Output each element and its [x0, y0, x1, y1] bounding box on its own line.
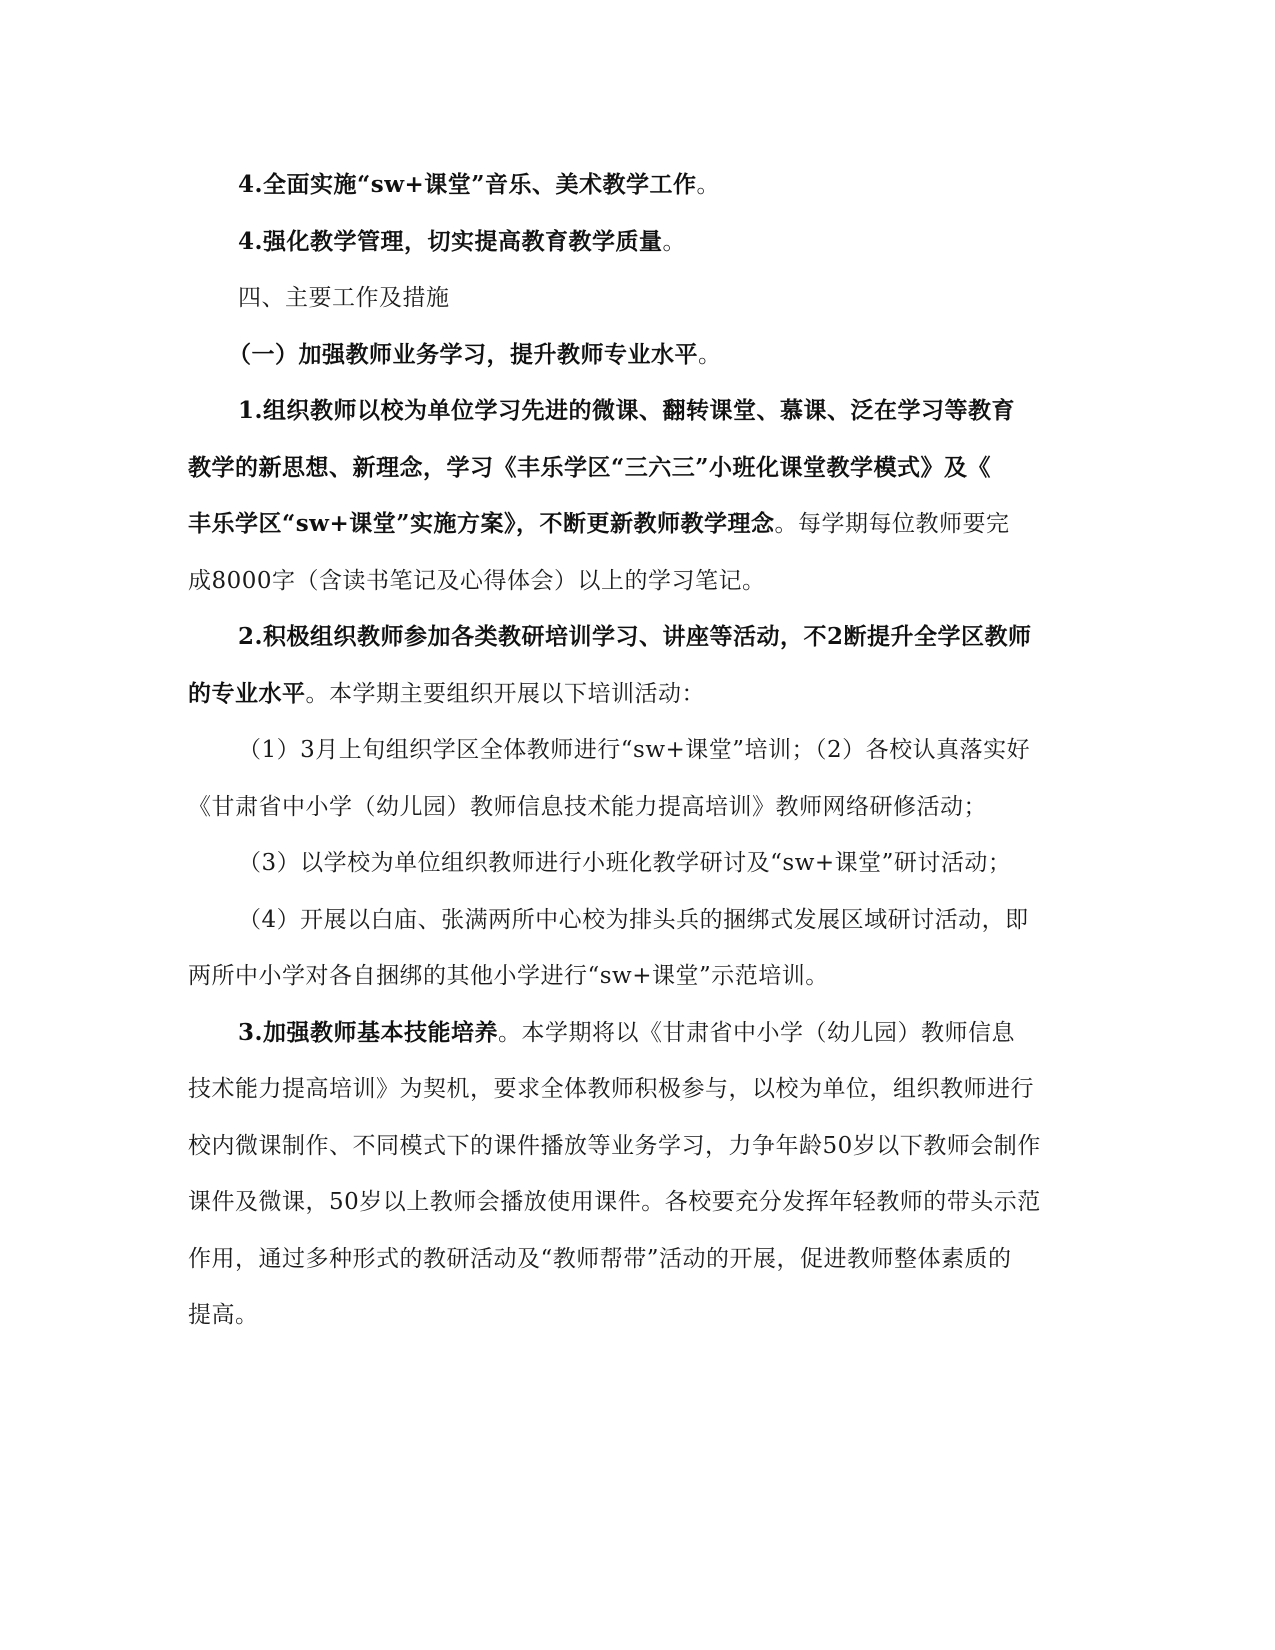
paragraph-line: 提高。: [188, 1302, 259, 1328]
paragraph-line: 作用，通过多种形式的教研活动及“教师帮带”活动的开展，促进教师整体素质的: [188, 1246, 1012, 1272]
paragraph-line: 2.积极组织教师参加各类教研培训学习、讲座等活动，不2断提升全学区教师: [238, 623, 1032, 650]
paragraph-line: 4.强化教学管理，切实提高教育教学质量。: [238, 228, 687, 255]
paragraph-line: 校内微课制作、不同模式下的课件播放等业务学习，力争年龄50岁以下教师会制作: [188, 1133, 1041, 1159]
paragraph-line: 课件及微课，50岁以上教师会播放使用课件。各校要充分发挥年轻教师的带头示范: [188, 1189, 1041, 1215]
paragraph-line: 丰乐学区“sw+课堂”实施方案》，不断更新教师教学理念。每学期每位教师要完: [188, 510, 1010, 537]
paragraph-line: 成8000字（含读书笔记及心得体会）以上的学习笔记。: [188, 568, 766, 594]
paragraph-line: 4.全面实施“sw+课堂”音乐、美术教学工作。: [238, 171, 720, 198]
paragraph-line: （3）以学校为单位组织教师进行小班化教学研讨及“sw+课堂”研讨活动；: [238, 850, 1012, 876]
subsection-heading: （一）加强教师业务学习，提升教师专业水平。: [228, 341, 722, 368]
paragraph-line: 《甘肃省中小学（幼儿园）教师信息技术能力提高培训》教师网络研修活动；: [188, 794, 987, 820]
paragraph-line: 两所中小学对各自捆绑的其他小学进行“sw+课堂”示范培训。: [188, 963, 829, 989]
paragraph-line: 3.加强教师基本技能培养。本学期将以《甘肃省中小学（幼儿园）教师信息: [238, 1019, 1016, 1046]
paragraph-line: 1.组织教师以校为单位学习先进的微课、翻转课堂、慕课、泛在学习等教育: [238, 397, 1016, 424]
paragraph-line: （1）3月上旬组织学区全体教师进行“sw+课堂”培训；（2）各校认真落实好: [238, 737, 1031, 763]
paragraph-line: 教学的新思想、新理念，学习《丰乐学区“三六三”小班化课堂教学模式》及《: [188, 454, 991, 481]
paragraph-line: （4）开展以白庙、张满两所中心校为排头兵的捆绑式发展区域研讨活动，即: [238, 907, 1029, 933]
paragraph-line: 技术能力提高培训》为契机，要求全体教师积极参与，以校为单位，组织教师进行: [188, 1076, 1034, 1102]
paragraph-line: 的专业水平。本学期主要组织开展以下培训活动：: [188, 680, 705, 707]
section-heading: 四、主要工作及措施: [238, 285, 450, 311]
